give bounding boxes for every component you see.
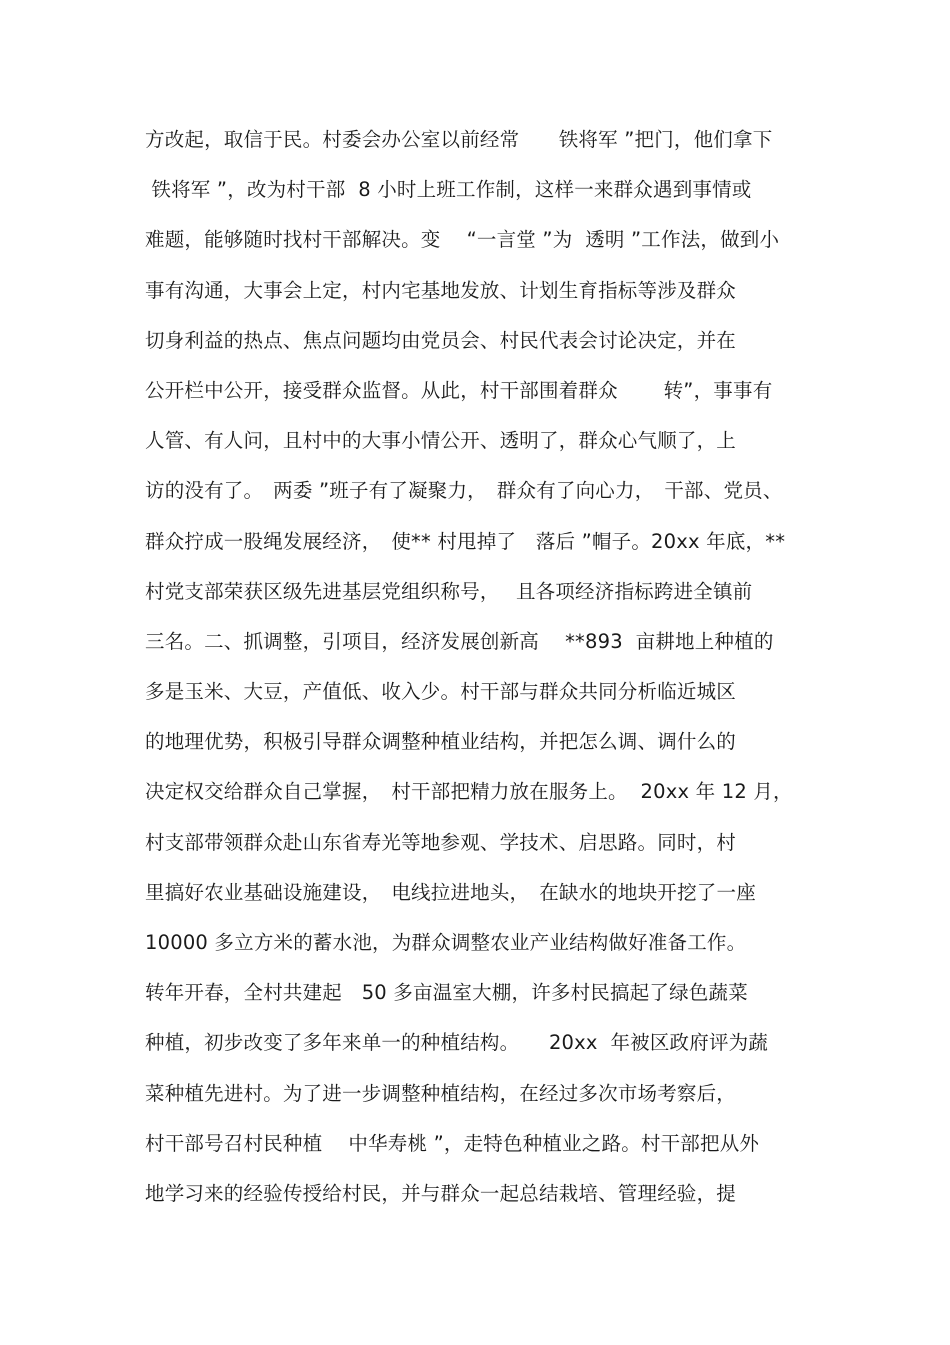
text-line: 铁将军 ”，改为村干部 8 小时上班工作制，这样一来群众遇到事情或: [145, 178, 752, 202]
text-line: 10000 多立方米的蓄水池，为群众调整农业产业结构做好准备工作。: [145, 931, 747, 954]
text-line: 里搞好农业基础设施建设， 电线拉进地头， 在缺水的地块开挖了一座: [145, 880, 756, 904]
text-line: 切身利益的热点、焦点问题均由党员会、村民代表会讨论决定，并在: [145, 328, 737, 352]
text-line: 种植，初步改变了多年来单一的种植结构。 20xx 年被区政府评为蔬: [145, 1031, 769, 1055]
text-line: 事有沟通，大事会上定，村内宅基地发放、计划生育指标等涉及群众: [145, 278, 737, 302]
text-line: 难题，能够随时找村干部解决。变 “一言堂 ”为 透明 ”工作法，做到小: [145, 228, 780, 252]
text-line: 转年开春，全村共建起 50 多亩温室大棚，许多村民搞起了绿色蔬菜: [145, 981, 748, 1005]
text-line: 决定权交给群众自己掌握， 村干部把精力放在服务上。 20xx 年 12 月，: [145, 780, 793, 804]
text-line: 的地理优势，积极引导群众调整种植业结构，并把怎么调、调什么的: [145, 730, 737, 754]
text-line: 村支部带领群众赴山东省寿光等地参观、学技术、启思路。同时，村: [145, 830, 737, 854]
text-line: 方改起，取信于民。村委会办公室以前经常 铁将军 ”把门，他们拿下: [145, 128, 773, 151]
body-text: [145, 122, 815, 1226]
text-line: 访的没有了。 两委 ”班子有了凝聚力， 群众有了向心力， 干部、党员、: [145, 479, 783, 503]
text-line: 地学习来的经验传授给村民，并与群众一起总结栽培、管理经验，提: [145, 1181, 737, 1205]
text-line: 三名。二、抓调整，引项目，经济发展创新高 **893 亩耕地上种植的: [145, 629, 774, 653]
text-line: 公开栏中公开，接受群众监督。从此，村干部围着群众 转”，事事有: [145, 378, 773, 402]
text-line: 村党支部荣获区级先进基层党组织称号， 且各项经济指标跨进全镇前: [145, 579, 753, 603]
text-line: 群众拧成一股绳发展经济， 使** 村甩掉了 落后 ”帽子。20xx 年底，**: [145, 529, 786, 553]
text-line: 人管、有人问，且村中的大事小情公开、透明了，群众心气顺了，上: [145, 429, 737, 453]
text-line: 菜种植先进村。为了进一步调整种植结构，在经过多次市场考察后，: [145, 1081, 737, 1105]
text-line: 多是玉米、大豆，产值低、收入少。村干部与群众共同分析临近城区: [145, 680, 737, 704]
text-line: 村干部号召村民种植 中华寿桃 ”，走特色种植业之路。村干部把从外: [145, 1131, 760, 1155]
